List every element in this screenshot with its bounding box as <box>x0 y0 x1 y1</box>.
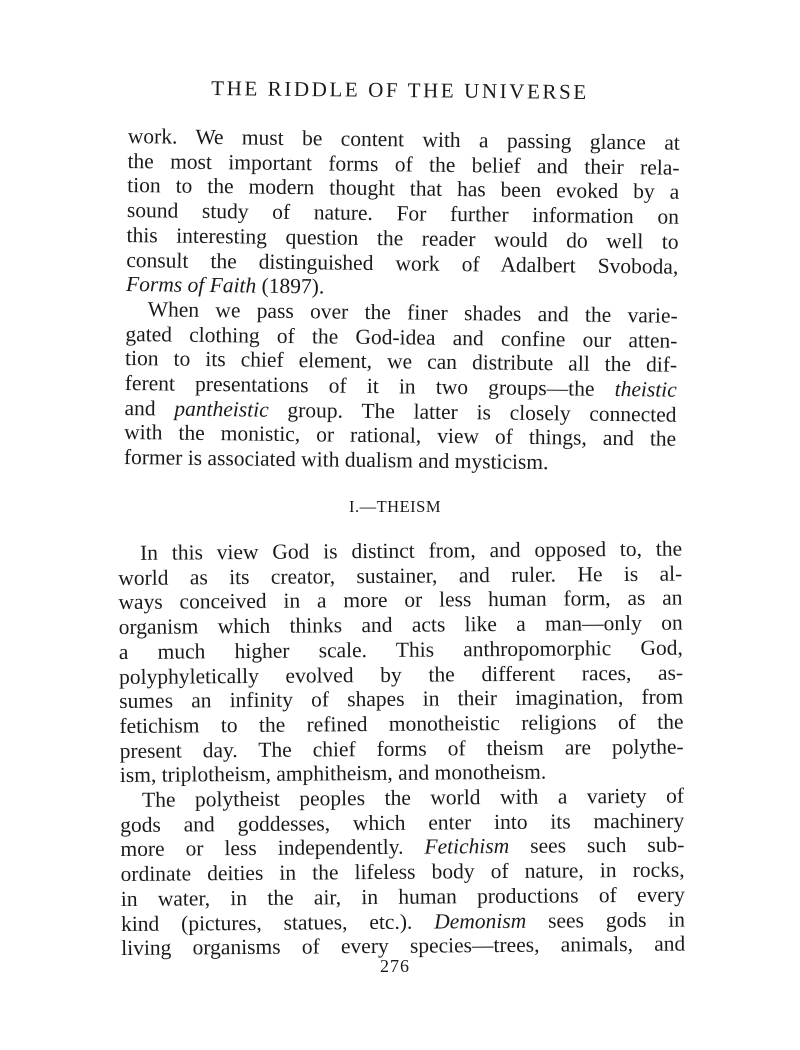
text-line: sound study of nature. For further information on <box>126 198 680 229</box>
text-line: organism which thinks and acts like a man—only on <box>118 610 683 640</box>
text-line: consult the distinguished work of Adalbert Svoboda, <box>126 247 679 279</box>
text-line: ordinate deities in the lifeless body of nature, in rocks, <box>120 857 685 887</box>
book-title-italic: Forms of Faith <box>125 272 257 298</box>
text-line: tion to its chief element, we can distribute all the dif- <box>124 346 678 378</box>
italic-term: theistic <box>614 376 677 402</box>
text-line: gated clothing of the God-idea and confine our atten- <box>125 321 678 353</box>
text-line: living organisms of every species—trees, animals, and <box>121 931 686 961</box>
text-fragment: sees gods in <box>526 907 686 933</box>
text-line: the most important forms of the belief and their rela- <box>127 148 680 180</box>
text-line: present day. The chief forms of theism are polythe- <box>119 734 684 763</box>
text-fragment: group. The latter is closely connected <box>268 397 677 427</box>
text-fragment: sees such sub- <box>509 832 685 859</box>
text-block-upper <box>124 124 680 477</box>
text-line: work. We must be content with a passing glance at <box>127 124 680 155</box>
text-line: tion to the modern thought that has been evoked by a <box>127 173 680 205</box>
text-line: ism, triplotheism, amphitheism, and monotheism. <box>119 759 547 788</box>
page-number: 276 <box>380 956 410 976</box>
text-line: gods and goddesses, which enter into its machinery <box>120 808 685 837</box>
text-fragment: kind (pictures, statues, etc.). <box>120 909 435 936</box>
text-line: in water, in the air, in human productions of every <box>120 882 685 911</box>
text-line: this interesting question the reader would do well to <box>126 222 679 254</box>
text-block-lower <box>118 537 685 961</box>
text-fragment: and <box>124 395 175 421</box>
text-line: ways conceived in a more or less human form, as an <box>118 585 683 615</box>
italic-term: Demonism <box>434 908 527 934</box>
text-fragment: more or less independently. <box>120 835 425 862</box>
text-line: former is associated with dualism and mysticism. <box>123 445 549 475</box>
text-line: In this view God is distinct from, and opposed to, the <box>139 536 683 565</box>
text-fragment: ferent presentations of it in two groups—the <box>124 371 615 401</box>
italic-term: Fetichism <box>424 834 510 860</box>
text-fragment: (1897). <box>256 273 325 299</box>
text-line: The polytheist peoples the world with a variety of <box>141 783 685 812</box>
running-head: THE RIDDLE OF THE UNIVERSE <box>211 76 589 104</box>
italic-term: pantheistic <box>174 396 269 422</box>
text-line: fetichism to the refined monotheistic religions of the <box>119 709 684 738</box>
text-line: When we pass over the finer shades and the varie- <box>147 297 678 328</box>
text-line: world as its creator, sustainer, and ruler. He is al- <box>118 561 683 590</box>
text-line: sumes an infinity of shapes in their imagination, from <box>119 684 684 714</box>
text-line: polyphyletically evolved by the different races, as- <box>118 660 684 689</box>
section-heading: I.—THEISM <box>348 497 442 516</box>
text-line: with the monistic, or rational, view of things, and the <box>124 420 677 452</box>
text-line: a much higher scale. This anthropomorphic God, <box>118 635 683 664</box>
